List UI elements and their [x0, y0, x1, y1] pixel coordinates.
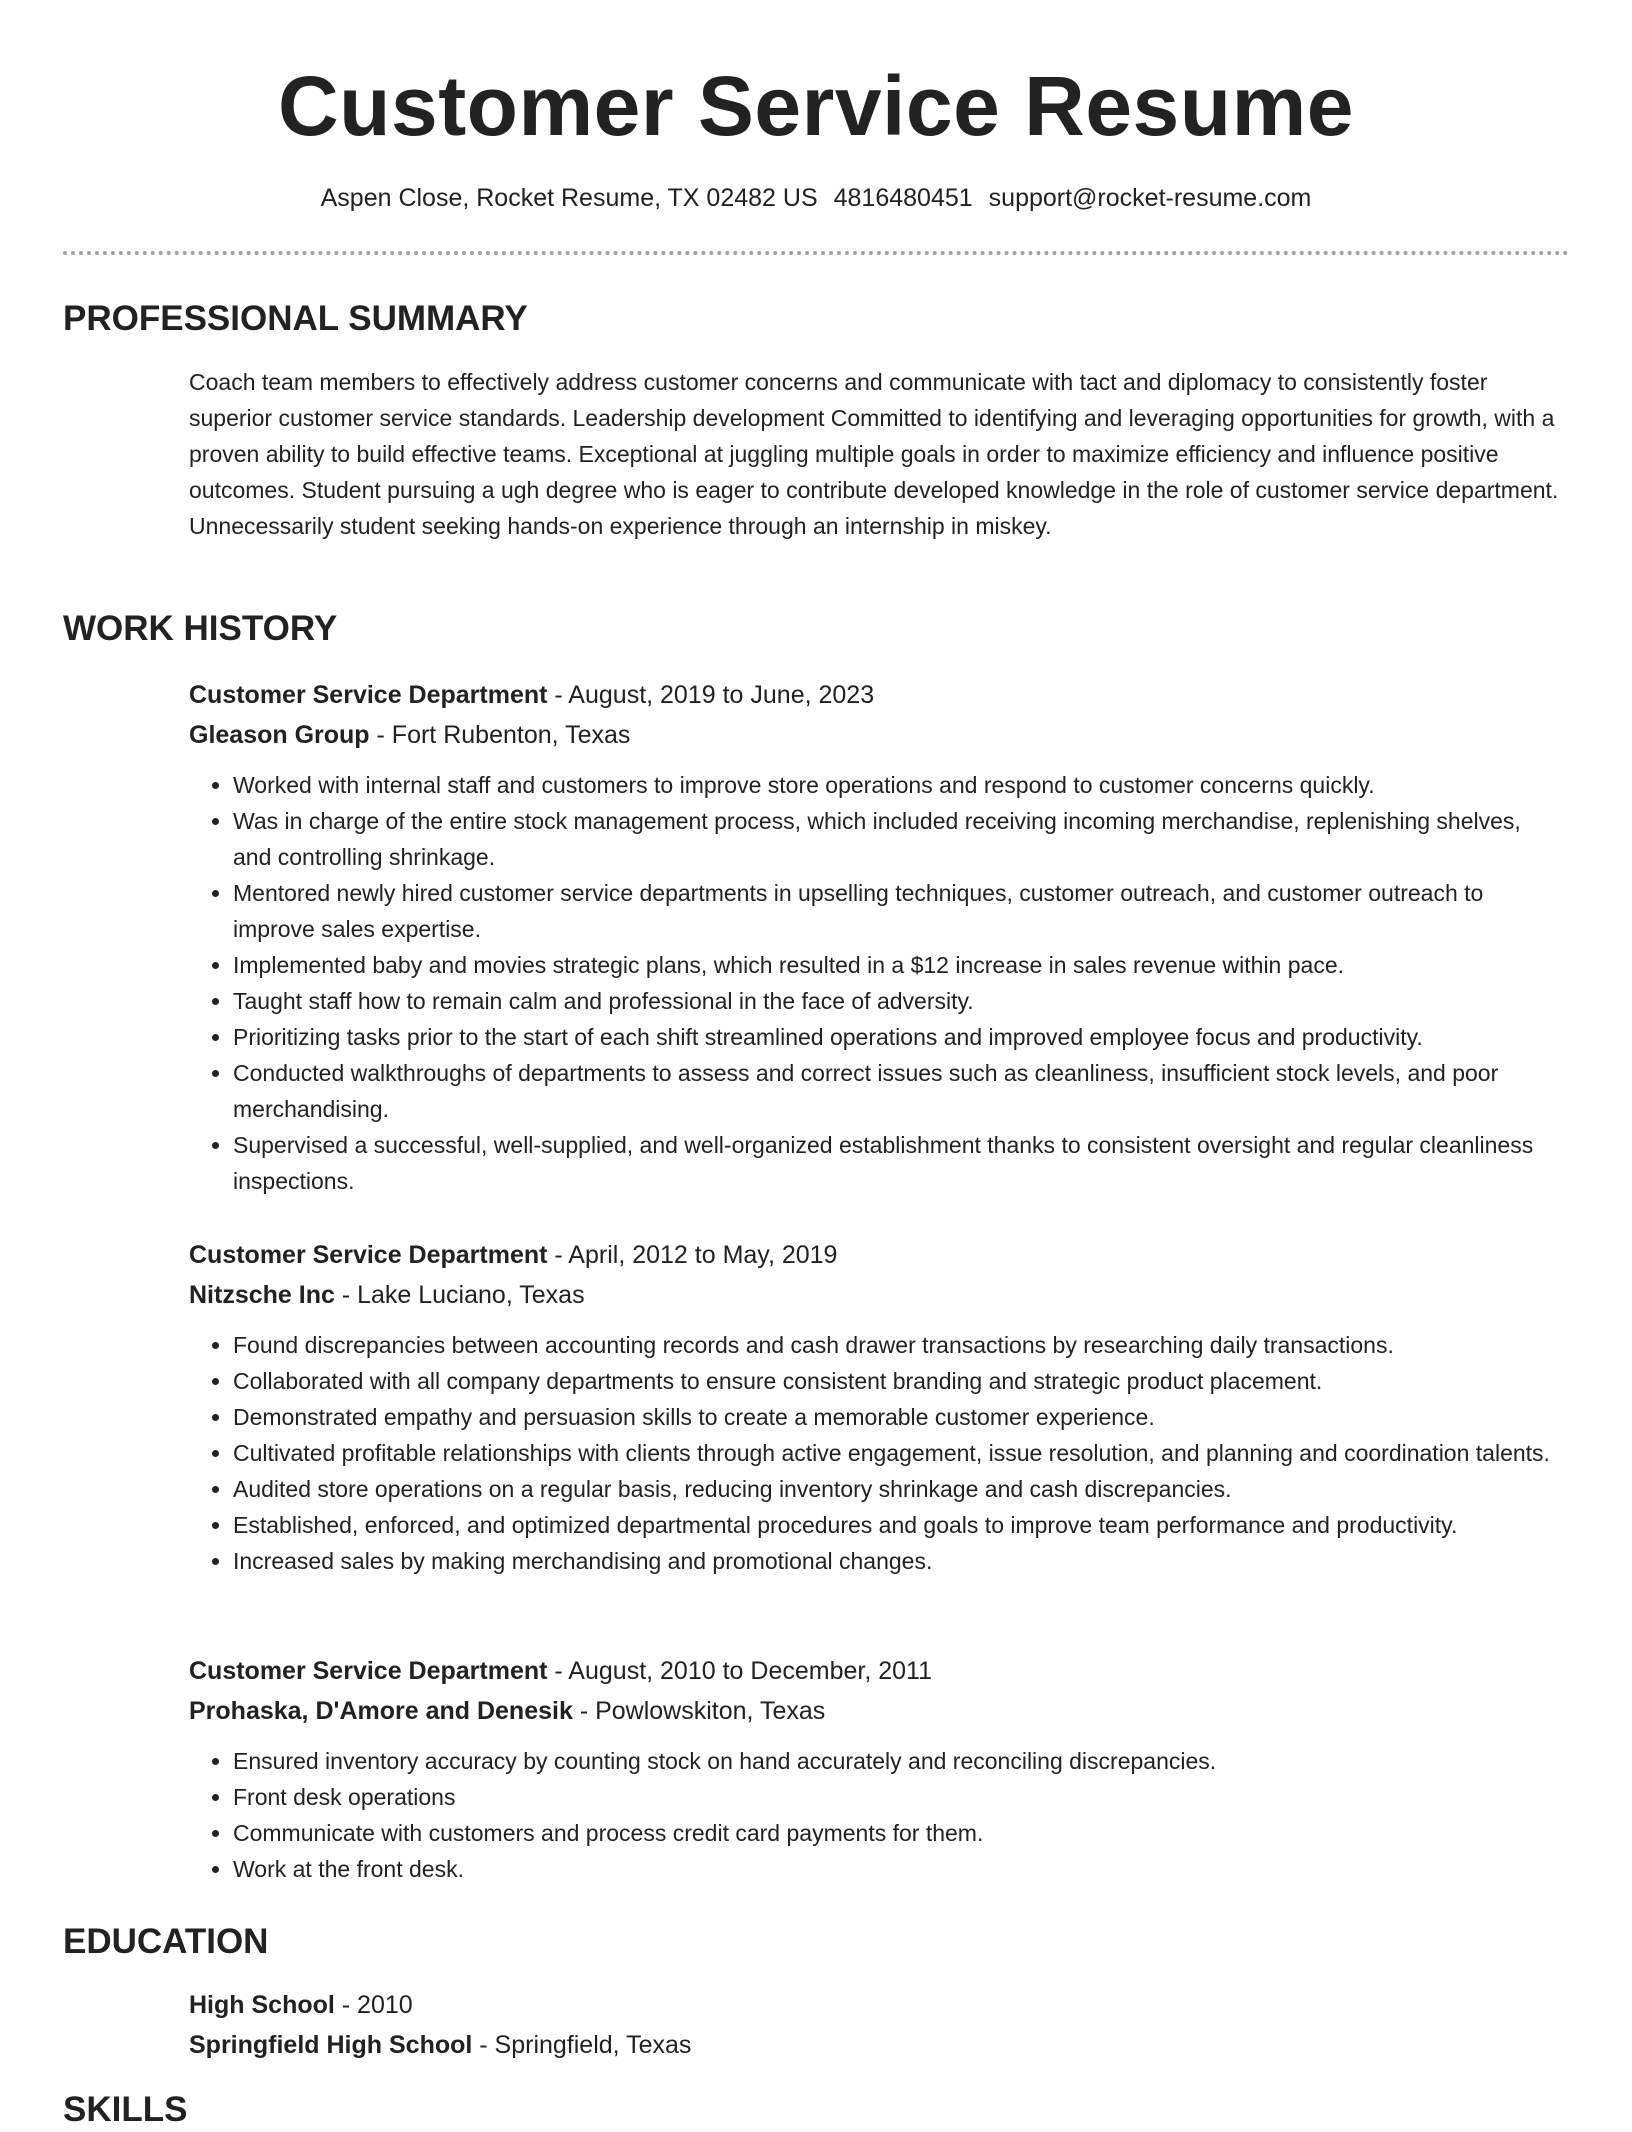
education-year: - 2010: [334, 1991, 413, 2019]
job-company-line: [189, 715, 1564, 755]
job-bullet: • Audited store operations on a regular basis, reducing inventory shrinkage and cash discrepancies.: [233, 1471, 1564, 1507]
education-location: - Springfield, Texas: [472, 2031, 692, 2059]
section-title-skills: SKILLS: [63, 2090, 188, 2129]
job-company: Prohaska, D'Amore and Denesik: [189, 1697, 573, 1725]
job-bullet: • Conducted walkthroughs of departments to assess and correct issues such as cleanliness, insufficient stock levels, and poor merchandising.: [233, 1055, 1564, 1127]
job-bullet: • Established, enforced, and optimized departmental procedures and goals to improve team performance and productivity.: [233, 1507, 1564, 1543]
job-role: Customer Service Department: [189, 1657, 548, 1685]
job-bullets: [189, 1327, 1564, 1579]
job-bullet: • Mentored newly hired customer service departments in upselling techniques, customer outreach, and customer outreach to improve sales expertise.: [233, 875, 1564, 947]
section-title-work-history: WORK HISTORY: [63, 609, 338, 648]
job-dates: - August, 2010 to December, 2011: [547, 1657, 932, 1685]
job-bullet: • Supervised a successful, well-supplied, and well-organized establishment thanks to consistent oversight and regular cleanliness inspections.: [233, 1127, 1564, 1199]
job-bullet: • Found discrepancies between accounting records and cash drawer transactions by researching daily transactions.: [233, 1327, 1564, 1363]
contact-phone: 4816480451: [833, 184, 973, 212]
job-company-line: [189, 1691, 1564, 1731]
job-bullets: [189, 767, 1564, 1199]
job-bullet: • Taught staff how to remain calm and professional in the face of adversity.: [233, 983, 1564, 1019]
job-company: Nitzsche Inc: [189, 1281, 335, 1309]
job-role: Customer Service Department: [189, 681, 548, 709]
contact-line: [0, 181, 1632, 215]
job-dates: - April, 2012 to May, 2019: [547, 1241, 838, 1269]
header-divider: [63, 251, 1569, 255]
job-bullet: • Increased sales by making merchandising and promotional changes.: [233, 1543, 1564, 1579]
job-bullet: • Cultivated profitable relationships with clients through active engagement, issue resolution, and planning and coordination talents.: [233, 1435, 1564, 1471]
job-bullet: • Collaborated with all company departments to ensure consistent branding and strategic product placement.: [233, 1363, 1564, 1399]
section-title-summary: PROFESSIONAL SUMMARY: [63, 299, 528, 338]
job-entry: [189, 1235, 1564, 1579]
job-bullet: • Prioritizing tasks prior to the start of each shift streamlined operations and improved employee focus and productivity.: [233, 1019, 1564, 1055]
job-bullet: • Implemented baby and movies strategic plans, which resulted in a $12 increase in sales revenue within pace.: [233, 947, 1564, 983]
contact-email: support@rocket-resume.com: [988, 184, 1312, 212]
education-school-line: [189, 2025, 1564, 2065]
job-title-line: [189, 1235, 1564, 1275]
section-title-education: EDUCATION: [63, 1922, 269, 1961]
job-role: Customer Service Department: [189, 1241, 548, 1269]
education-degree: High School: [189, 1991, 335, 2019]
job-location: - Fort Rubenton, Texas: [369, 721, 631, 749]
job-bullet: • Was in charge of the entire stock management process, which included receiving incoming merchandise, replenishing shelves, and controlling shrinkage.: [233, 803, 1564, 875]
job-bullet: • Ensured inventory accuracy by counting stock on hand accurately and reconciling discrepancies.: [233, 1743, 1564, 1779]
resume-title: Customer Service Resume: [278, 59, 1354, 153]
education-degree-line: [189, 1985, 1564, 2025]
job-title-line: [189, 675, 1564, 715]
job-dates: - August, 2019 to June, 2023: [547, 681, 875, 709]
education-entry: [189, 1985, 1564, 2065]
job-bullet: • Front desk operations: [233, 1779, 1564, 1815]
job-location: - Powlowskiton, Texas: [572, 1697, 826, 1725]
job-company-line: [189, 1275, 1564, 1315]
contact-address: Aspen Close, Rocket Resume, TX 02482 US: [320, 184, 818, 212]
education-school: Springfield High School: [189, 2031, 473, 2059]
job-bullet: • Worked with internal staff and customers to improve store operations and respond to customer concerns quickly.: [233, 767, 1564, 803]
job-bullet: • Demonstrated empathy and persuasion skills to create a memorable customer experience.: [233, 1399, 1564, 1435]
job-location: - Lake Luciano, Texas: [334, 1281, 585, 1309]
summary-text: Coach team members to effectively address customer concerns and communicate with tact and diplomacy to consistently foster superior customer service standards. Leadership development Committed to identifying and leveraging opportunities for growth, with a proven ability to build effective teams. Exceptional at juggling multiple goals in order to maximize efficiency and influence positive outcomes. Student pursuing a ugh degree who is eager to contribute developed knowledge in the role of customer service department. Unnecessarily student seeking hands-on experience through an internship in miskey.: [189, 369, 1559, 539]
summary-block: [189, 364, 1564, 544]
job-bullets: [189, 1743, 1564, 1887]
job-bullet: • Communicate with customers and process credit card payments for them.: [233, 1815, 1564, 1851]
job-entry: [189, 1651, 1564, 1887]
job-entry: [189, 675, 1564, 1199]
job-bullet: • Work at the front desk.: [233, 1851, 1564, 1887]
job-title-line: [189, 1651, 1564, 1691]
job-company: Gleason Group: [189, 721, 370, 749]
